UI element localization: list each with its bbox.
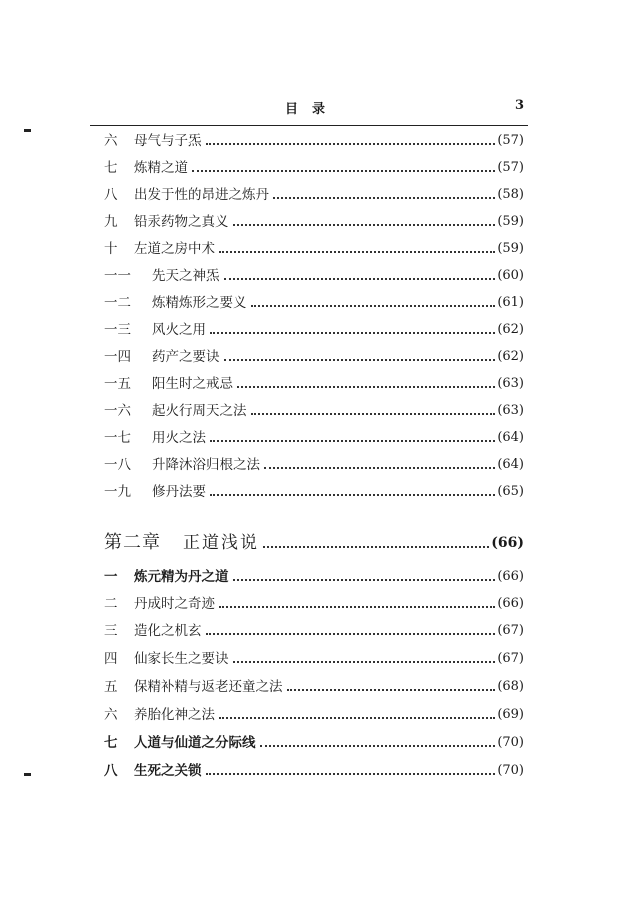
dot-leader [233, 224, 496, 226]
toc-entry [104, 732, 524, 752]
dot-leader [219, 717, 495, 719]
section-title: 用火之法 [152, 430, 206, 446]
section-page: (59) [497, 214, 524, 229]
section-number: 十 [104, 241, 118, 257]
toc-entry [104, 760, 524, 780]
section-page: (67) [497, 623, 524, 638]
toc-entry [104, 130, 524, 150]
dot-leader [237, 386, 495, 388]
toc-entry [104, 676, 524, 696]
toc-entry [104, 427, 524, 447]
section-title: 炼精炼形之要义 [152, 295, 247, 311]
toc-entry [104, 346, 524, 366]
toc-entry [104, 454, 524, 474]
section-page: (70) [497, 763, 524, 778]
margin-speck [24, 129, 31, 132]
section-number: 九 [104, 214, 118, 230]
dot-leader [273, 197, 495, 199]
page-header [90, 98, 528, 120]
section-title: 出发于性的昂进之炼丹 [134, 187, 269, 203]
dot-leader [219, 606, 495, 608]
chapter-label: 第二章 [104, 532, 161, 553]
section-page: (66) [497, 569, 524, 584]
section-title: 仙家长生之要诀 [134, 651, 229, 667]
section-title: 丹成时之奇迹 [134, 596, 215, 612]
dot-leader [224, 359, 496, 361]
dot-leader [251, 305, 496, 307]
section-page: (62) [497, 322, 524, 337]
section-number: 一 [104, 569, 118, 585]
toc-entry [104, 400, 524, 420]
section-page: (63) [497, 376, 524, 391]
header-rule [90, 125, 528, 126]
toc-entry [104, 704, 524, 724]
dot-leader [233, 579, 496, 581]
section-number: 六 [104, 707, 118, 723]
section-number: 一二 [104, 295, 131, 311]
section-title: 养胎化神之法 [134, 707, 215, 723]
section-title: 起火行周天之法 [152, 403, 247, 419]
dot-leader [260, 745, 496, 747]
margin-speck [24, 773, 31, 776]
section-page: (70) [497, 735, 524, 750]
dot-leader [210, 494, 495, 496]
section-number: 一八 [104, 457, 131, 473]
section-page: (57) [497, 133, 524, 148]
toc-entry [104, 265, 524, 285]
section-number: 四 [104, 651, 118, 667]
section-number: 八 [104, 187, 118, 203]
chapter-page: (66) [491, 535, 524, 551]
toc-entry [104, 373, 524, 393]
toc-entry [104, 211, 524, 231]
dot-leader [206, 143, 496, 145]
dot-leader [233, 661, 496, 663]
section-page: (60) [497, 268, 524, 283]
toc-entry [104, 566, 524, 586]
section-title: 先天之神炁 [152, 268, 220, 284]
section-number: 一九 [104, 484, 131, 500]
section-page: (66) [497, 596, 524, 611]
dot-leader [263, 546, 489, 548]
dot-leader [192, 170, 495, 172]
dot-leader [210, 440, 495, 442]
dot-leader [206, 773, 496, 775]
section-title: 人道与仙道之分际线 [134, 735, 256, 751]
section-title: 修丹法要 [152, 484, 206, 500]
section-title: 炼精之道 [134, 160, 188, 176]
section-title: 炼元精为丹之道 [134, 569, 229, 585]
toc-entry [104, 184, 524, 204]
section-title: 生死之关锁 [134, 763, 202, 779]
section-page: (64) [497, 430, 524, 445]
section-page: (61) [497, 295, 524, 310]
toc-entry [104, 481, 524, 501]
section-number: 七 [104, 735, 118, 751]
section-title: 左道之房中术 [134, 241, 215, 257]
running-header-title: 目录 [285, 102, 340, 117]
section-title: 药产之要诀 [152, 349, 220, 365]
section-page: (67) [497, 651, 524, 666]
section-number: 八 [104, 763, 118, 779]
dot-leader [251, 413, 496, 415]
section-page: (65) [497, 484, 524, 499]
dot-leader [264, 467, 495, 469]
section-page: (57) [497, 160, 524, 175]
section-title: 风火之用 [152, 322, 206, 338]
section-page: (69) [497, 707, 524, 722]
section-page: (58) [497, 187, 524, 202]
toc-entry [104, 292, 524, 312]
section-title: 铅汞药物之真义 [134, 214, 229, 230]
chapter-title: 正道浅说 [183, 533, 259, 553]
section-page: (63) [497, 403, 524, 418]
toc-entry [104, 157, 524, 177]
page-number: 3 [514, 98, 524, 113]
section-page: (62) [497, 349, 524, 364]
toc-entry [104, 593, 524, 613]
section-title: 升降沐浴归根之法 [152, 457, 260, 473]
section-number: 二 [104, 596, 118, 612]
section-title: 阳生时之戒忌 [152, 376, 233, 392]
section-title: 造化之机玄 [134, 623, 202, 639]
toc-entry [104, 648, 524, 668]
section-number: 三 [104, 623, 118, 639]
dot-leader [224, 278, 496, 280]
chapter-heading [104, 530, 524, 554]
toc-entry [104, 319, 524, 339]
section-number: 七 [104, 160, 118, 176]
dot-leader [219, 251, 495, 253]
section-title: 保精补精与返老还童之法 [134, 679, 283, 695]
toc-entry [104, 238, 524, 258]
section-page: (64) [497, 457, 524, 472]
section-title: 母气与子炁 [134, 133, 202, 149]
section-page: (59) [497, 241, 524, 256]
section-number: 一五 [104, 376, 131, 392]
dot-leader [287, 689, 496, 691]
section-number: 六 [104, 133, 118, 149]
dot-leader [210, 332, 495, 334]
section-number: 一七 [104, 430, 131, 446]
section-number: 一三 [104, 322, 131, 338]
toc-entry [104, 620, 524, 640]
section-number: 一四 [104, 349, 131, 365]
section-number: 五 [104, 679, 118, 695]
section-page: (68) [497, 679, 524, 694]
dot-leader [206, 633, 496, 635]
section-number: 一一 [104, 268, 131, 284]
section-number: 一六 [104, 403, 131, 419]
